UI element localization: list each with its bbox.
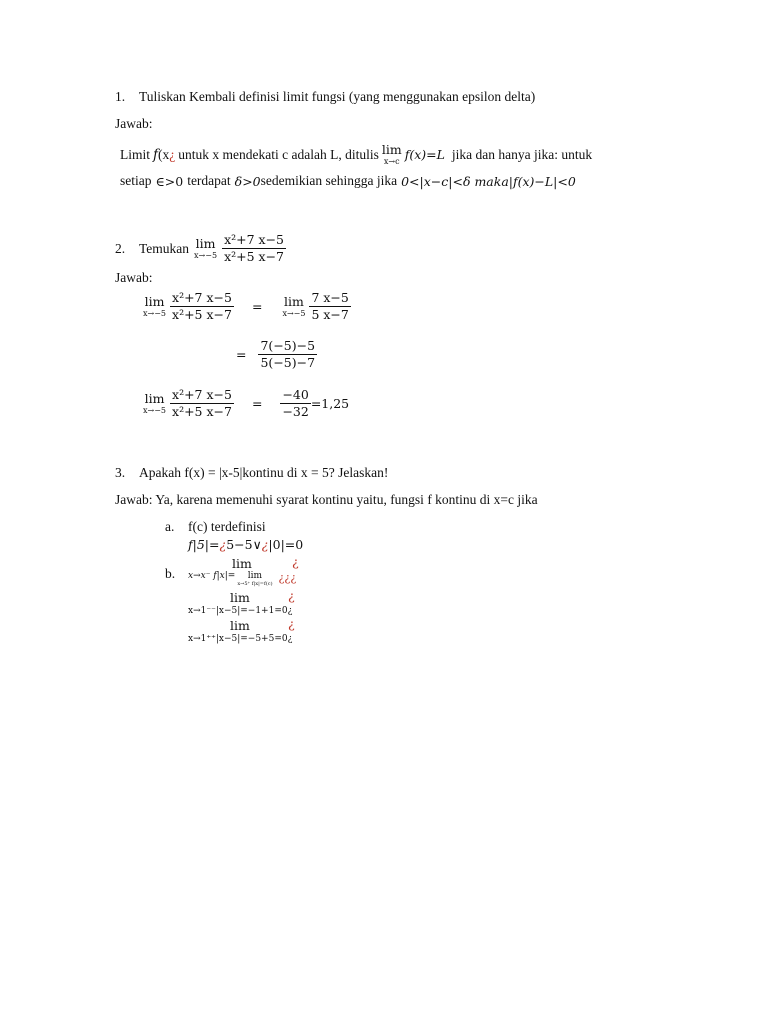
q2-step1-equals: = [251, 299, 263, 314]
q3-a-error1: ¿ [219, 537, 227, 552]
q2-numerator: x²+7 x−5 [224, 232, 284, 247]
q2-step3-denominator: x²+5 x−7 [172, 404, 232, 419]
q2-prompt-fraction [222, 232, 286, 265]
q3-a-text: f(c) terdefinisi [188, 519, 266, 534]
q1-sedemikian: sedemikian sehingga jika [260, 173, 398, 188]
q1-limit-word: Limit [120, 146, 150, 162]
q2-step1-rhs-fraction [309, 290, 350, 323]
q2-step1 [143, 290, 351, 323]
q2-step1-rhs-lim-sub: x→−5 [282, 309, 306, 318]
q3-b-row2-sub: x→1⁻⁻|x−5|=−1+1=0¿ [188, 606, 293, 616]
q3-a-math-part1: f|5|= [188, 537, 220, 552]
q3-b-row2-lim: lim [230, 590, 250, 605]
q1-question: Tuliskan Kembali definisi limit fungsi (yang menggunakan epsilon delta) [139, 89, 536, 104]
q2-step2-equals: = [236, 347, 247, 362]
q2-step3-fraction [170, 387, 234, 420]
q3-a-error2: ¿ [261, 537, 269, 552]
q2-step1-rhs-lim-word: lim [284, 294, 304, 309]
q3-b-row1-inner-lim [237, 571, 272, 587]
q2-lim-word: lim [195, 236, 216, 251]
q3-b-row1-mark: ¿ [292, 554, 299, 569]
q1-delta-cond: δ>0 [234, 173, 261, 189]
q2-step1-rhs-denominator: 5 x−7 [311, 307, 349, 322]
q2-step1-rhs-lim [282, 295, 305, 318]
q3-b-row1-errors: ¿¿¿ [278, 571, 297, 584]
q2-step1-fraction [170, 290, 234, 323]
q2-step1-lim-sub: x→−5 [143, 309, 167, 318]
q1-number: 1. [115, 89, 126, 104]
q3-a-math [188, 537, 303, 552]
q2-prompt-lim [194, 237, 217, 260]
q1-line1-text: untuk x mendekati c adalah L, ditulis [178, 146, 379, 162]
q1-lim-word: lim [381, 142, 402, 157]
q2-step3-rhs-numerator: −40 [282, 387, 309, 402]
q2-lim-sub: x→−5 [194, 251, 218, 260]
q3-b-row1-inner-lim-sub: x→5⁺ f|x|=f(c) [237, 581, 273, 587]
q2-step1-numerator: x²+7 x−5 [172, 290, 232, 305]
q3-b-label: b. [165, 566, 176, 581]
q3-a-label: a. [165, 519, 175, 534]
q1-paren-x: (x [158, 146, 170, 162]
q1-line1-tail: jika dan hanya jika: untuk [451, 146, 593, 162]
q1-epsilon-cond: ∈>0 [155, 173, 184, 189]
q2-number: 2. [115, 241, 126, 256]
q2-step3-lim [143, 392, 166, 415]
q1-f-symbol: f [153, 146, 158, 163]
q3-b-row1-lim: lim [232, 556, 252, 571]
q2-result: =1,25 [310, 396, 350, 411]
q1-lim-expression: f(x)=L [404, 147, 445, 162]
q2-step1-rhs-numerator: 7 x−5 [311, 290, 349, 305]
q2-step2-fraction [258, 338, 317, 371]
q3-b-row3-sub: x→1⁺⁺|x−5|=−5+5=0¿ [188, 634, 293, 644]
q3-b-row3-mark: ¿ [288, 616, 295, 631]
q2-step1-lim-word: lim [144, 294, 165, 309]
q3-b-row1-sub [188, 571, 296, 587]
q2-step3-lim-sub: x→−5 [143, 406, 167, 415]
q2-step3-rhs-fraction [280, 387, 310, 420]
q2-step2 [236, 338, 317, 371]
q2-step3-lim-word: lim [144, 391, 165, 406]
q1-jawab-label: Jawab: [115, 116, 153, 131]
q3-number: 3. [115, 465, 126, 480]
q2-step1-denominator: x²+5 x−7 [172, 307, 232, 322]
q1-definition-line1 [120, 143, 592, 166]
q2-step1-lim [143, 295, 166, 318]
q2-prompt [139, 232, 286, 265]
q3-a-math-part3: |0|=0 [268, 537, 304, 552]
q1-setiap: setiap [120, 173, 152, 188]
q2-temukan: Temukan [139, 240, 190, 256]
q2-step2-numerator: 7(−5)−5 [260, 338, 316, 353]
q1-inequality: 0<|x−c|<δ maka|f(x)−L|<0 [401, 173, 576, 189]
q3-jawab-line: Jawab: Ya, karena memenuhi syarat kontinu yaitu, fungsi f kontinu di x=c jika [115, 492, 538, 507]
q2-step2-denominator: 5(−5)−7 [260, 355, 316, 370]
q1-terdapat: terdapat [187, 173, 231, 188]
q2-step3-equals: = [251, 396, 263, 411]
q3-question: Apakah f(x) = |x-5|kontinu di x = 5? Jelaskan! [139, 465, 389, 480]
q2-denominator: x²+5 x−7 [224, 249, 284, 264]
q2-step3-numerator: x²+7 x−5 [172, 387, 232, 402]
q3-a-math-part2: 5−5∨ [226, 537, 262, 552]
q2-step3 [143, 387, 349, 420]
q2-step3-rhs-denominator: −32 [282, 404, 309, 419]
q1-lim-sub: x→c [383, 157, 400, 166]
q2-jawab-label: Jawab: [115, 270, 153, 285]
q1-definition-line2 [120, 173, 576, 189]
q3-b-row1-sub-text: x→x⁻ f|x|= [188, 571, 236, 581]
q3-b-row1-inner-lim-word: lim [247, 571, 263, 581]
q3-b-row3-lim: lim [230, 618, 250, 633]
q3-b-row2-mark: ¿ [288, 588, 295, 603]
q1-limit-notation [382, 143, 402, 166]
q1-error-glyph: ¿ [169, 146, 176, 162]
